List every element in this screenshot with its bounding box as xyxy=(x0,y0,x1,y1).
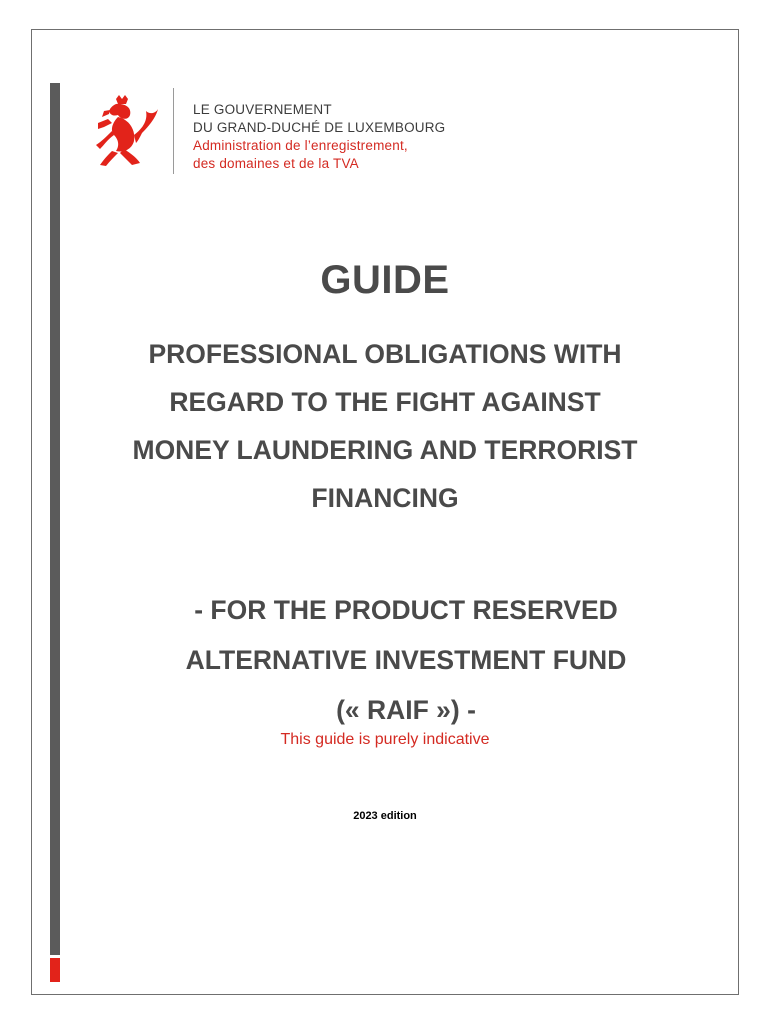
guide-title: GUIDE xyxy=(320,258,450,302)
logo-divider xyxy=(173,88,174,174)
organization-name xyxy=(193,101,445,173)
org-line-grand-duchy: DU GRAND-DUCHÉ DE LUXEMBOURG xyxy=(193,120,446,135)
product-heading xyxy=(96,585,716,735)
product-line: ALTERNATIVE INVESTMENT FUND xyxy=(185,645,627,675)
subtitle-line: MONEY LAUNDERING AND TERRORIST xyxy=(132,435,638,465)
edition-label: 2023 edition xyxy=(353,810,417,822)
org-line-administration: Administration de l’enregistrement, xyxy=(193,138,408,153)
subtitle-line: PROFESSIONAL OBLIGATIONS WITH xyxy=(148,339,622,369)
subtitle-line: FINANCING xyxy=(311,483,459,513)
product-line: (« RAIF ») - xyxy=(336,695,476,725)
side-bar-red xyxy=(50,958,60,982)
org-line-domaines-tva: des domaines et de la TVA xyxy=(193,156,359,171)
disclaimer-text: This guide is purely indicative xyxy=(280,731,490,748)
product-line: - FOR THE PRODUCT RESERVED xyxy=(194,595,618,625)
subtitle-line: REGARD TO THE FIGHT AGAINST xyxy=(169,387,601,417)
org-line-government: LE GOUVERNEMENT xyxy=(193,102,332,117)
document-subtitle xyxy=(50,330,720,522)
lion-emblem-icon xyxy=(94,95,158,167)
